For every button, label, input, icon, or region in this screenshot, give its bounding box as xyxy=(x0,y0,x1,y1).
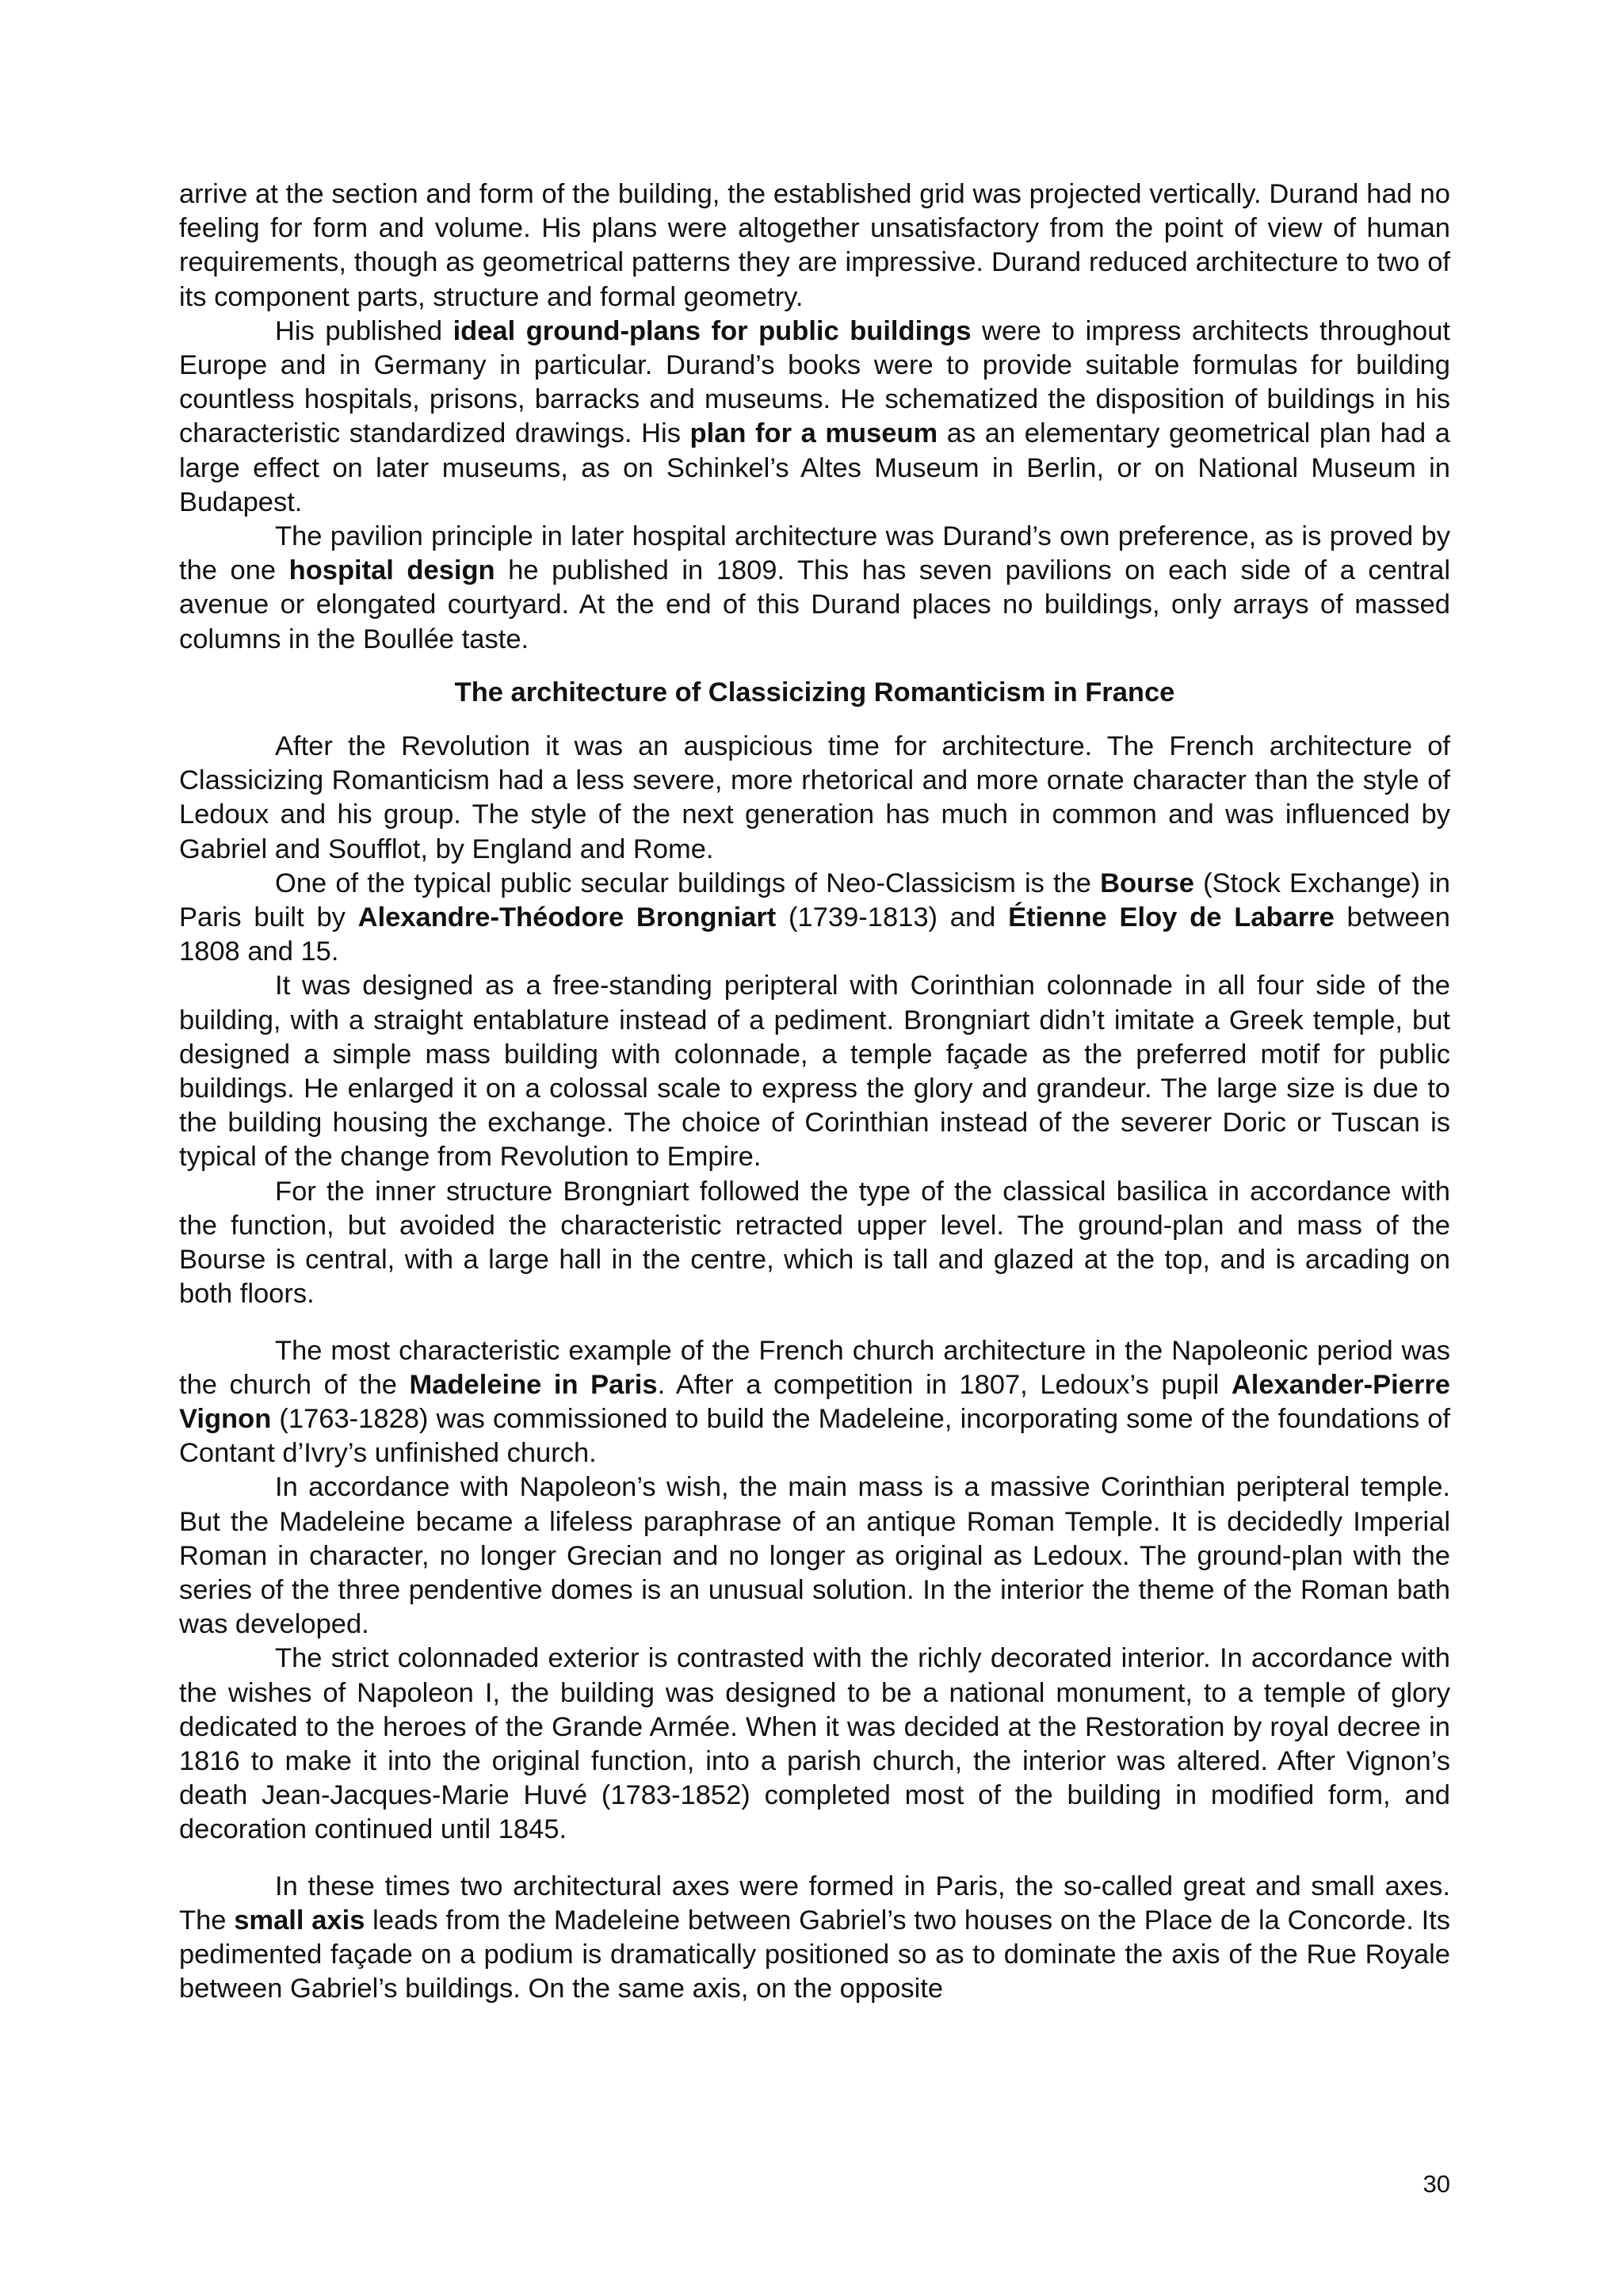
paragraph-text: arrive at the section and form of the building, the established grid was projected vertically. Durand had no feeling for form and volume. His plans were altogether unsatisfactory from the point of view of human requirements, though as geometrical patterns they are impressive. Durand reduced architecture to two of its component parts, structure and formal geometry. xyxy=(179,179,1450,312)
paragraph-text: (Stock Exchange) in Paris built by xyxy=(179,868,1450,933)
bold-term: hospital design xyxy=(288,555,495,586)
paragraph-text: The most characteristic example of the French church architecture in the Napoleonic period was the church of the xyxy=(179,1335,1450,1400)
paragraph xyxy=(179,177,1450,315)
paragraph xyxy=(179,1870,1450,2007)
bold-term: Alexandre-Théodore Brongniart xyxy=(357,902,777,933)
section-heading: The architecture of Classicizing Romanticism in France xyxy=(454,677,1175,707)
paragraph xyxy=(179,315,1450,520)
paragraph xyxy=(179,969,1450,1174)
paragraph xyxy=(179,1642,1450,1847)
paragraph-text: In these times two architectural axes were formed in Paris, the so-called great and small axes. The xyxy=(179,1871,1450,1936)
paragraph-text: were to impress architects throughout Europe and in Germany in particular. Durand’s books were to provide suitable formulas for building countless hospitals, prisons, barracks and museums. He schematized the disposition of buildings in his characteristic standardized drawings. His xyxy=(179,315,1451,449)
paragraph-text: The pavilion principle in later hospital architecture was Durand’s own preference, as is proved by the one xyxy=(179,521,1450,586)
bold-term: Bourse xyxy=(1100,868,1194,898)
document-page xyxy=(179,177,1450,2006)
paragraph xyxy=(179,1175,1450,1312)
paragraph-text: between 1808 and 15. xyxy=(179,902,1450,967)
bold-term: plan for a museum xyxy=(689,418,938,449)
paragraph-text: His published xyxy=(275,315,453,346)
bold-term: small axis xyxy=(234,1905,365,1936)
paragraph-text: The strict colonnaded exterior is contrasted with the richly decorated interior. In accordance with the wishes of Napoleon I, the building was designed to be a national monument, to a temple of glory dedicated to the heroes of the Grande Armée. When it was decided at the Restoration by royal decree in 1816 to make it into the original function, into a parish church, the interior was altered. After Vignon’s death Jean-Jacques-Marie Huvé (1783-1852) completed most of the building in modified form, and decoration continued until 1845. xyxy=(179,1643,1450,1845)
paragraph-text: (1763-1828) was commissioned to build the Madeleine, incorporating some of the foundations of Contant d’Ivry’s unfinished church. xyxy=(179,1403,1450,1469)
paragraph-text: as an elementary geometrical plan had a large effect on later museums, as on Schinkel’s Altes Museum in Berlin, or on National Museum in Budapest. xyxy=(179,418,1450,517)
paragraph-text: (1739-1813) and xyxy=(776,902,1009,933)
paragraph xyxy=(179,1334,1450,1471)
page-number: 30 xyxy=(1423,2170,1450,2198)
paragraph xyxy=(179,730,1450,867)
bold-term: Alexander-Pierre Vignon xyxy=(179,1369,1450,1434)
bold-term: ideal ground-plans for public buildings xyxy=(453,315,972,346)
paragraph xyxy=(179,520,1450,657)
paragraph-text: he published in 1809. This has seven pavilions on each side of a central avenue or elongated courtyard. At the end of this Durand places no buildings, only arrays of massed columns in the Boullée taste. xyxy=(179,555,1450,654)
paragraph-text: In accordance with Napoleon’s wish, the main mass is a massive Corinthian peripteral temple. But the Madeleine became a lifeless paraphrase of an antique Roman Temple. It is decidedly Imperial Roman in character, no longer Grecian and no longer as original as Ledoux. The ground-plan with the series of the three pendentive domes is an unusual solution. In the interior the theme of the Roman bath was developed. xyxy=(179,1472,1450,1640)
paragraph-text: For the inner structure Brongniart followed the type of the classical basilica in accordance with the function, but avoided the characteristic retracted upper level. The ground-plan and mass of the Bourse is central, with a large hall in the centre, which is tall and glazed at the top, and is arcading on both floors. xyxy=(179,1176,1450,1310)
bold-term: Madeleine in Paris xyxy=(409,1369,658,1400)
paragraph-text: It was designed as a free-standing peripteral with Corinthian colonnade in all four side of the building, with a straight entablature instead of a pediment. Brongniart didn’t imitate a Greek temple, but designed a simple mass building with colonnade, a temple façade as the preferred motif for public buildings. He enlarged it on a colossal scale to express the glory and grandeur. The large size is due to the building housing the exchange. The choice of Corinthian instead of the severer Doric or Tuscan is typical of the change from Revolution to Empire. xyxy=(179,971,1450,1173)
paragraph-text: leads from the Madeleine between Gabriel’s two houses on the Place de la Concorde. Its pedimented façade on a podium is dramatically positioned so as to dominate the axis of the Rue Royale between Gabriel’s buildings. On the same axis, on the opposite xyxy=(179,1905,1451,2004)
paragraph-text: . After a competition in 1807, Ledoux’s pupil xyxy=(657,1369,1232,1400)
paragraph xyxy=(179,1470,1450,1642)
paragraph-text: One of the typical public secular buildings of Neo-Classicism is the xyxy=(275,868,1101,898)
bold-term: Étienne Eloy de Labarre xyxy=(1008,902,1335,933)
paragraph xyxy=(179,867,1450,970)
paragraph-text: After the Revolution it was an auspicious time for architecture. The French architecture of Classicizing Romanticism had a less severe, more rhetorical and more ornate character than the style of Ledoux and his group. The style of the next generation has much in common and was influenced by Gabriel and Soufflot, by England and Rome. xyxy=(179,731,1450,864)
